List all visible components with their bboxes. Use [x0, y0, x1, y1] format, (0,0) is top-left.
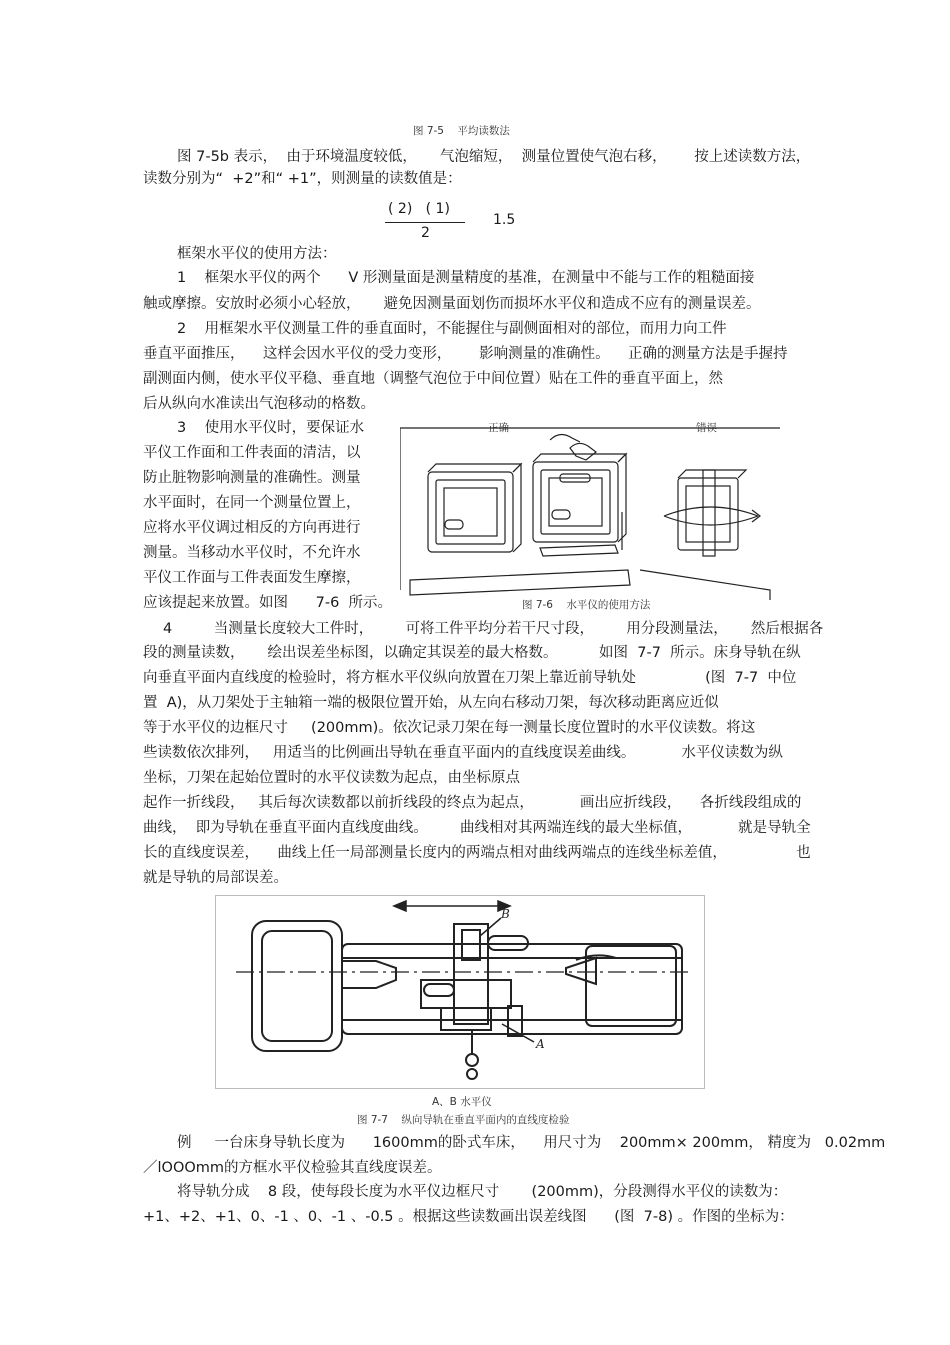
item1-line2: 触或摩擦。安放时必须小心轻放， 避免因测量面划伤而损坏水平仪和造成不应有的测量误差。: [143, 296, 761, 312]
fig77-sublabel: A、B 水平仪: [432, 1096, 492, 1108]
item3-line6: 测量。当移动水平仪时，不允许水: [143, 545, 361, 561]
figure-7-6-drawing: [400, 420, 780, 610]
figure-7-7-drawing: [216, 896, 704, 1088]
fig75-caption: 图 7-5 平均读数法: [413, 125, 510, 137]
last-line2: +1、+2、+1、0、-1 、0、-1 、-0.5 。根据这些读数画出误差线图 (图 7-8) 。作图的坐标为：: [143, 1209, 794, 1225]
item2-line3: 副测面内侧，使水平仪平稳、垂直地（调整气泡位于中间位置）贴在工件的垂直平面上，然: [143, 371, 723, 387]
item4-line8: 起作一折线段， 其后每次读数都以前折线段的终点为起点， 画出应折线段， 各折线段组成的: [143, 795, 802, 811]
formula-denominator: 2: [421, 225, 430, 241]
item4-line6: 些读数依次排列， 用适当的比例画出导轨在垂直平面内的直线度误差曲线。 水平仪读数为纵: [143, 745, 783, 761]
item4-line1: 4 当测量长度较大工件时， 可将工件平均分若干尺寸段， 用分段测量法， 然后根据各: [163, 621, 824, 637]
item3-line5: 应将水平仪调过相反的方向再进行: [143, 520, 361, 536]
item2-line1: 2 用框架水平仪测量工件的垂直面时，不能握住与副侧面相对的部位，而用力向工件: [177, 321, 727, 337]
item4-line4: 置 A)，从刀架处于主轴箱一端的极限位置开始，从左向右移动刀架，每次移动距离应近似: [143, 695, 719, 711]
item4-line11: 就是导轨的局部误差。: [143, 870, 288, 886]
item3-line4: 水平面时，在同一个测量位置上，: [143, 495, 361, 511]
item4-line2: 段的测量读数， 绘出误差坐标图，以确定其误差的最大格数。 如图 7-7 所示。床身导轨在纵: [143, 645, 801, 661]
formula-result: 1.5: [493, 212, 516, 228]
item3-line8: 应该提起来放置。如图 7-6 所示。: [143, 595, 393, 611]
example-line1: 例 一台床身导轨长度为 1600mm的卧式车床， 用尺寸为 200mm× 200mm， 精度为 0.02mm: [177, 1135, 886, 1151]
item4-line9: 曲线， 即为导轨在垂直平面内直线度曲线。 曲线相对其两端连线的最大坐标值， 就是导轨全: [143, 820, 811, 836]
fig77-caption: 图 7-7 纵向导轨在垂直平面内的直线度检验: [357, 1114, 570, 1126]
fig76-label-correct: 正确: [488, 422, 509, 434]
para1-line1: 图 7-5b 表示， 由于环境温度较低， 气泡缩短， 测量位置使气泡右移， 按上述读数方法，: [177, 149, 811, 165]
fig77-label-B: B: [501, 907, 510, 921]
item1-line1: 1 框架水平仪的两个 V 形测量面是测量精度的基准，在测量中不能与工作的粗糙面接: [177, 270, 755, 286]
item3-line7: 平仪工作面与工件表面发生摩擦，: [143, 570, 361, 586]
item4-line5: 等于水平仪的边框尺寸 (200mm)。依次记录刀架在每一测量长度位置时的水平仪读数。将这: [143, 720, 756, 736]
item2-line2: 垂直平面推压， 这样会因水平仪的受力变形， 影响测量的准确性。 正确的测量方法是手握持: [143, 346, 788, 362]
figure-7-7: [215, 895, 705, 1089]
fig77-label-A: A: [536, 1037, 545, 1051]
fig76-label-wrong: 错误: [696, 422, 717, 434]
item3-line3: 防止脏物影响测量的准确性。测量: [143, 470, 361, 486]
figure-7-6: [400, 420, 780, 610]
para1-line2: 读数分别为“ +2”和“ +1”，则测量的读数值是：: [143, 171, 462, 187]
formula-bar: [385, 222, 465, 223]
item3-line2: 平仪工作面和工件表面的清洁，以: [143, 445, 361, 461]
item4-line3: 向垂直平面内直线度的检验时，将方框水平仪纵向放置在刀架上靠近前导轨处 (图 7-7 中位: [143, 670, 797, 686]
item3-line1: 3 使用水平仪时，要保证水: [177, 420, 365, 436]
fig76-caption: 图 7-6 水平仪的使用方法: [522, 599, 651, 611]
item2-line4: 后从纵向水准读出气泡移动的格数。: [143, 396, 375, 412]
section-heading: 框架水平仪的使用方法：: [177, 246, 337, 262]
item4-line10: 长的直线度误差， 曲线上任一局部测量长度内的两端点相对曲线两端点的连线坐标差值， 也: [143, 845, 811, 861]
last-line1: 将导轨分成 8 段，使每段长度为水平仪边框尺寸 (200mm)，分段测得水平仪的读数为：: [177, 1184, 788, 1200]
example-line2: ／lOOOmm的方框水平仪检验其直线度误差。: [143, 1160, 442, 1176]
formula-numerator: ( 2) ( 1): [388, 201, 450, 217]
item4-line7: 坐标，刀架在起始位置时的水平仪读数为起点，由坐标原点: [143, 770, 520, 786]
